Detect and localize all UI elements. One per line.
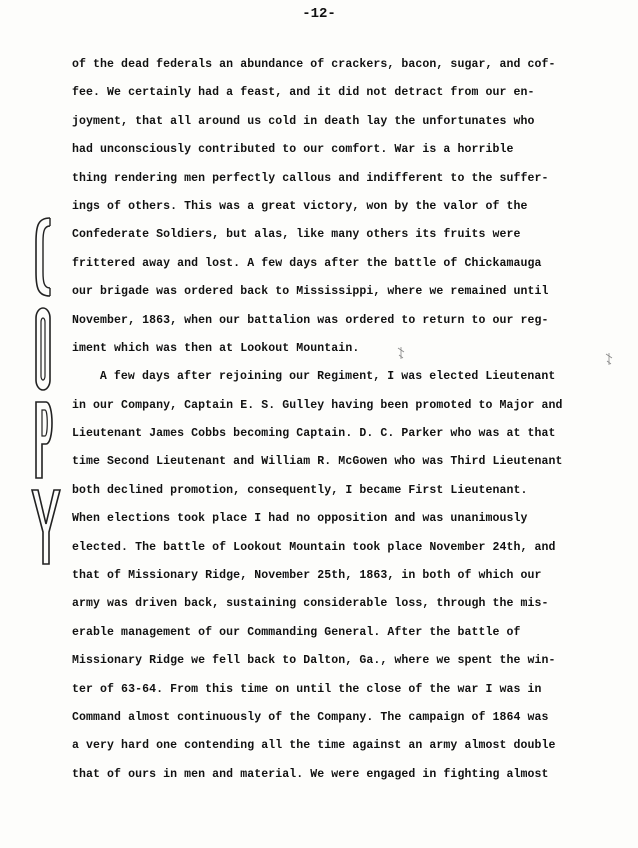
text-line: ings of others. This was a great victory, won by the valor of the xyxy=(72,198,528,213)
text-line: ter of 63-64. From this time on until the close of the war I was in xyxy=(72,681,542,696)
body-text xyxy=(72,50,612,788)
text-line: Command almost continuously of the Company. The campaign of 1864 was xyxy=(72,709,549,724)
stamp-letter-o xyxy=(36,308,50,390)
text-line: joyment, that all around us cold in death lay the unfortunates who xyxy=(72,113,535,128)
text-line: a very hard one contending all the time against an army almost double xyxy=(72,738,556,753)
text-line: that of ours in men and material. We were engaged in fighting almost xyxy=(72,766,549,781)
text-line: November, 1863, when our battalion was ordered to return to our reg- xyxy=(72,312,549,327)
text-line: that of Missionary Ridge, November 25th, 1863, in both of which our xyxy=(72,568,542,583)
stamp-letter-c xyxy=(36,218,50,296)
text-line: erable management of our Commanding General. After the battle of xyxy=(72,624,521,639)
text-line: our brigade was ordered back to Mississippi, where we remained until xyxy=(72,284,549,299)
text-line: When elections took place I had no opposition and was unanimously xyxy=(72,511,528,526)
copy-stamp xyxy=(20,212,70,572)
stamp-letter-p xyxy=(36,402,52,478)
text-line: Missionary Ridge we fell back to Dalton, Ga., where we spent the win- xyxy=(72,653,556,668)
text-line: army was driven back, sustaining considerable loss, through the mis- xyxy=(72,596,549,611)
text-line: both declined promotion, consequently, I became First Lieutenant. xyxy=(72,482,528,497)
text-line: of the dead federals an abundance of crackers, bacon, sugar, and cof- xyxy=(72,57,556,71)
text-line: thing rendering men perfectly callous and indifferent to the suffer- xyxy=(72,170,549,185)
page-number: -12- xyxy=(302,6,336,22)
text-line: iment which was then at Lookout Mountain. xyxy=(72,340,360,355)
text-line: had unconsciously contributed to our comfort. War is a horrible xyxy=(72,142,514,157)
text-line: frittered away and lost. A few days after the battle of Chickamauga xyxy=(72,255,542,270)
text-line: time Second Lieutenant and William R. McGowen who was Third Lieutenant xyxy=(72,454,563,469)
stamp-letter-y xyxy=(32,490,60,564)
paragraph-start-line: A few days after rejoining our Regiment, I was elected Lieutenant xyxy=(99,369,556,384)
text-line: Lieutenant James Cobbs becoming Captain. D. C. Parker who was at that xyxy=(72,426,556,441)
text-line: in our Company, Captain E. S. Gulley having been promoted to Major and xyxy=(72,397,563,412)
text-line: elected. The battle of Lookout Mountain took place November 24th, and xyxy=(72,539,556,554)
text-line: Confederate Soldiers, but alas, like many others its fruits were xyxy=(72,227,521,242)
text-line: fee. We certainly had a feast, and it did not detract from our en- xyxy=(72,85,535,100)
